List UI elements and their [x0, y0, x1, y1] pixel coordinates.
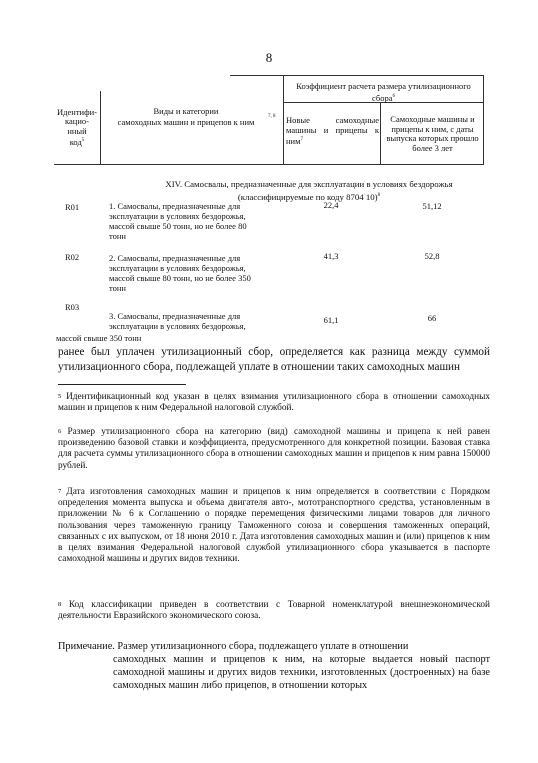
footnote-5: [58, 392, 490, 414]
row-r02-code: R02: [65, 252, 80, 262]
section-title-text: XIV. Самосвалы, предназначенные для эксплуатации в условиях бездорожья (классифицируемые по коду 8704 10): [165, 179, 453, 202]
row-r02-old: 52,8: [424, 251, 440, 261]
row-r02-desc: 2. Самосвалы, предназначенные для эксплуатации в условиях бездорожья, массой свыше 80 тонн, но не более 350 тонн: [109, 253, 251, 293]
header-bottom-rule: [54, 164, 484, 165]
header-types: Виды и категории самоходных машин и прицепов к ним: [117, 106, 255, 127]
table-top-rule: [230, 75, 484, 76]
row-r01-code: R01: [65, 202, 80, 212]
row-r01-desc: 1. Самосвалы, предназначенные для эксплуатации в условиях бездорожья, массой свыше 50 тонн, но не более 80 тонн: [109, 201, 247, 241]
footnote-7-num: 7: [58, 488, 62, 495]
footnote-8: [58, 600, 490, 622]
header-new: [286, 116, 379, 147]
footnote-8-text: Код классификации приведен в соответствии с Товарной номенклатурой внешнеэкономической деятельности Евразийского экономического союза.: [58, 600, 491, 622]
row-r03-desc-tail: массой свыше 350 тонн: [56, 333, 142, 343]
footnote-6-text: Размер утилизационного сбора на категорию (вид) самоходной машины и прицепа к ней равен произведению базовой ставки и коэффициента, предусмотренного для конкретной позиции. Базовая ставка для расчета суммы утилизационного сбора в отношении самоходных машин и прицепов к ним равна 150000 рублей.: [58, 427, 490, 471]
footnote-5-text: Идентификационный код указан в целях взимания утилизационного сбора в отношении самоходных машин и прицепов к ним Федеральной налоговой службой.: [58, 392, 490, 414]
footnote-7-text: Дата изготовления самоходных машин и прицепов к ним определяется в соответствии с Порядком определения момента выпуска и объема двигателя авто-, мототранспортного средства, установленным в приложении № 6 к Соглашению о порядке перемещения физическими лицами товаров для личного пользования через таможенную границу Таможенного союза и совершения таможенных операций, связанных с их выпуском, от 18 июня 2010 г. Дата изготовления самоходных машин и (или) прицепов к ним в целях взимания Федеральной налоговой службой утилизационного сбора указывается в паспорте самоходной машины и других видов техники.: [58, 487, 490, 565]
note-first-line: Примечание. Размер утилизационного сбора, подлежащего уплате в отношении: [58, 641, 409, 652]
header-new-label: Новые самоходные машины и прицепы к ним: [286, 115, 379, 147]
footnote-5-num: 5: [58, 393, 62, 400]
row-r03-desc: 3. Самосвалы, предназначенные для эксплуатации в условиях бездорожья,: [109, 311, 246, 331]
body-paragraph: ранее был уплачен утилизационный сбор, определяется как разница между суммой утилизационного сбора, подлежащей уплате в отношении таких самоходных машин: [58, 346, 490, 373]
footnote-6: [58, 427, 490, 472]
note-body: самоходных машин и прицепов к ним, на которые выдается новый паспорт самоходной машины и других видов техники, изготовленных (достроенных) на базе самоходных машин либо прицепов, в отношении которых: [113, 654, 490, 691]
row-r03-code: R03: [65, 302, 80, 312]
header-id-code: [54, 98, 100, 148]
header-old: Самоходные машины и прицепы к ним, с даты выпуска которых прошло более 3 лет: [386, 114, 479, 153]
header-id-code-label: Идентифи- кацио- нный код: [57, 106, 97, 148]
header-coef-group-sup: 6: [392, 93, 395, 99]
footnote-8-num: 8: [58, 601, 62, 608]
note-block: [58, 640, 490, 692]
row-r01-new: 22,4: [323, 200, 339, 210]
header-coef-group: [284, 82, 483, 103]
header-vline-right: [483, 75, 484, 164]
row-r02-new: 41,3: [323, 251, 339, 261]
footnote-separator: [58, 384, 186, 385]
row-r01-old: 51,12: [422, 201, 442, 211]
footnote-7: [58, 487, 490, 565]
row-r03-old: 66: [427, 313, 437, 323]
header-types-sup: 7, 8: [268, 114, 276, 119]
header-id-code-sup: 5: [81, 138, 85, 144]
row-r03-new: 61,1: [323, 315, 339, 325]
header-vline-3: [380, 102, 381, 164]
coefficients-table: [54, 75, 484, 343]
section-title-sup: 8: [377, 193, 381, 198]
footnote-6-num: 6: [58, 428, 62, 435]
header-new-sup: 7: [300, 137, 303, 143]
header-coef-group-label: Коэффициент расчета размера утилизационного сбора: [296, 81, 471, 103]
page-number: 8: [265, 50, 273, 65]
